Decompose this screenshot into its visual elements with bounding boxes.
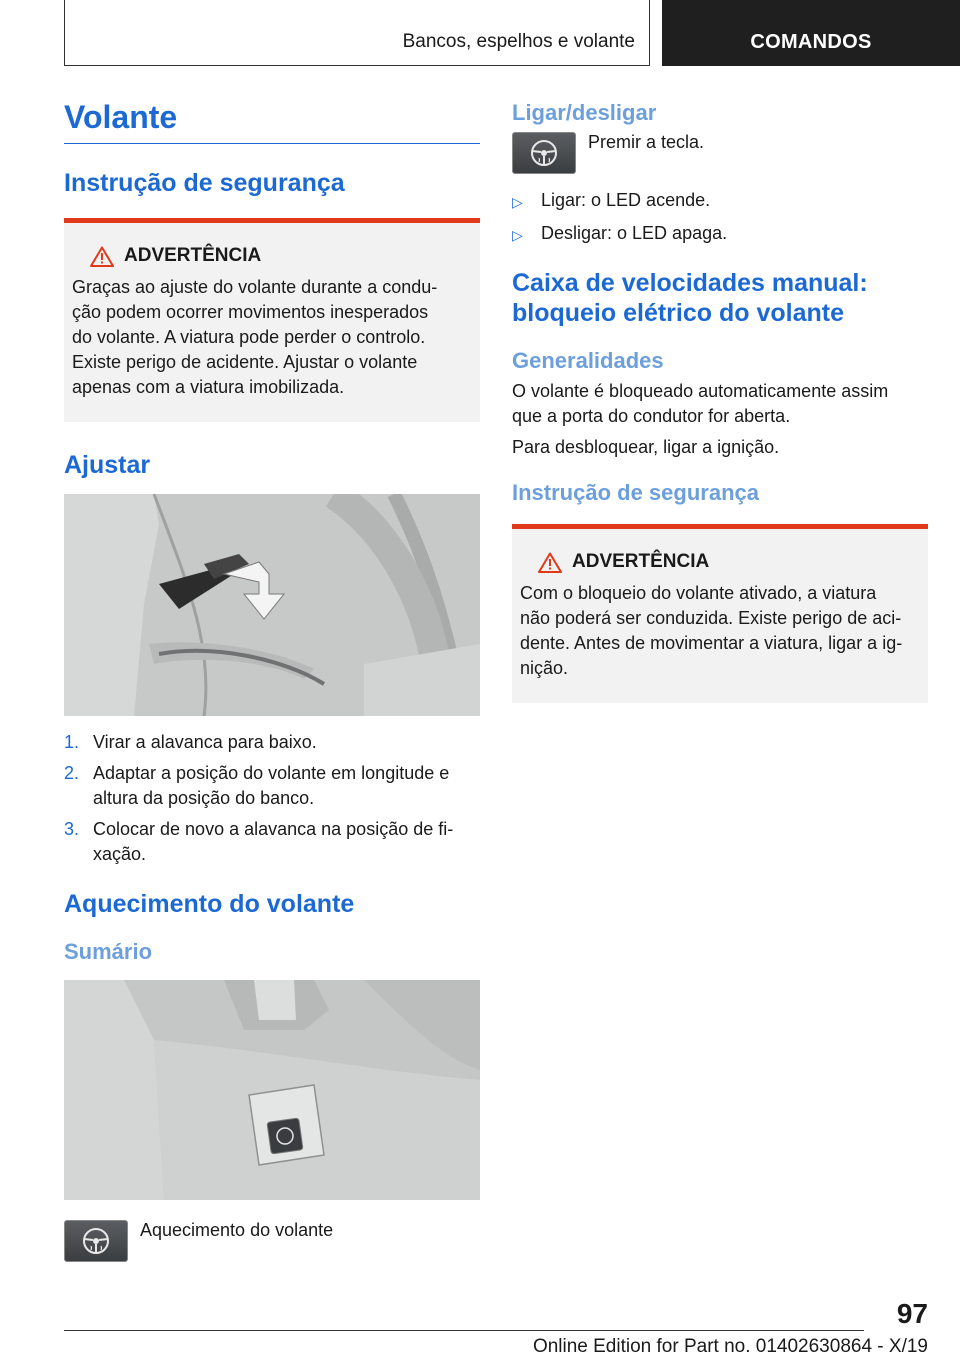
safety-heading-right: Instrução de segurança — [512, 479, 759, 505]
warning-text — [72, 275, 472, 400]
list-item — [512, 188, 928, 215]
general-heading: Generalidades — [512, 348, 664, 374]
step-line: Colocar de novo a alavanca na posição de fi- — [93, 819, 454, 840]
list-item — [64, 761, 480, 811]
gearbox-heading-line: Caixa de velocidades manual: — [512, 269, 868, 298]
steering-wheel-heating-icon — [527, 138, 561, 168]
unlock-text: Para desbloquear, ligar a ignição. — [512, 436, 780, 457]
warning-line: nição. — [520, 658, 569, 679]
header-section-title: Bancos, espelhos e volante — [402, 31, 635, 52]
general-text — [512, 379, 928, 429]
steering-lever-illustration — [64, 494, 480, 716]
adjust-steps-list — [64, 730, 480, 867]
warning-line: Com o bloqueio do volante ativado, a viatura — [520, 583, 877, 604]
press-key-text: Premir a tecla. — [588, 132, 705, 153]
page-title: Volante — [64, 100, 480, 144]
onoff-button-row — [512, 132, 928, 174]
warning-line: não poderá ser conduzida. Existe perigo de aci- — [520, 608, 902, 629]
gearbox-heading — [512, 268, 928, 328]
warning-text — [520, 581, 920, 681]
warning-triangle-icon — [538, 552, 562, 573]
warning-header — [90, 245, 472, 267]
gearbox-heading-line: bloqueio elétrico do volante — [512, 299, 844, 328]
general-line: que a porta do condutor for aberta. — [512, 405, 791, 426]
step-number: 2. — [64, 763, 80, 784]
safety-heading-left: Instrução de segurança — [64, 169, 345, 198]
warning-label: ADVERTÊNCIA — [572, 551, 710, 573]
heating-button-row — [64, 1220, 480, 1262]
warning-line: Existe perigo de acidente. Ajustar o volante — [72, 352, 418, 373]
footer-edition: Online Edition for Part no. 01402630864 - X/19 — [532, 1336, 928, 1357]
heating-heading: Aquecimento do volante — [64, 890, 355, 919]
list-item — [64, 730, 480, 755]
step-number: 1. — [64, 732, 80, 753]
onoff-heading: Ligar/desligar — [512, 100, 657, 125]
step-text — [93, 817, 453, 867]
page-header — [0, 0, 960, 66]
warning-line: ção podem ocorrer movimentos inesperados — [72, 302, 429, 323]
warning-box-steering-adjust — [64, 218, 480, 422]
page-number: 97 — [896, 1298, 928, 1329]
left-column — [64, 100, 480, 1262]
list-item — [64, 817, 480, 867]
general-line: O volante é bloqueado automaticamente assim — [512, 380, 889, 401]
triangle-bullet-icon: ▷ — [512, 194, 523, 211]
step-text — [93, 761, 449, 811]
warning-triangle-icon — [90, 246, 114, 267]
steering-heating-button[interactable] — [64, 1220, 128, 1262]
summary-heading: Sumário — [64, 939, 153, 965]
warning-header — [538, 551, 920, 573]
bullet-text: Desligar: o LED apaga. — [541, 223, 728, 244]
warning-line: apenas com a viatura imobilizada. — [72, 377, 345, 398]
footer-rule — [64, 1330, 864, 1331]
step-line: Virar a alavanca para baixo. — [93, 732, 317, 753]
warning-line: Graças ao ajuste do volante durante a condu- — [72, 277, 438, 298]
step-line: altura da posição do banco. — [93, 788, 315, 809]
onoff-bullets — [512, 188, 928, 248]
warning-line: dente. Antes de movimentar a viatura, ligar a ig- — [520, 633, 903, 654]
heating-button-label: Aquecimento do volante — [140, 1219, 334, 1240]
warning-label: ADVERTÊNCIA — [124, 245, 262, 267]
header-chapter-tab: COMANDOS — [662, 0, 960, 66]
steering-heating-key[interactable] — [512, 132, 576, 174]
warning-box-steering-lock — [512, 524, 928, 703]
adjust-heading: Ajustar — [64, 451, 151, 480]
header-section-frame — [64, 0, 650, 66]
warning-line: do volante. A viatura pode perder o controlo. — [72, 327, 426, 348]
step-number: 3. — [64, 819, 80, 840]
step-line: Adaptar a posição do volante em longitude e — [93, 763, 450, 784]
step-line: xação. — [93, 844, 147, 865]
right-column — [512, 100, 928, 703]
steering-heating-button-illustration — [64, 980, 480, 1200]
steering-wheel-heating-icon — [79, 1226, 113, 1256]
triangle-bullet-icon: ▷ — [512, 227, 523, 244]
bullet-text: Ligar: o LED acende. — [541, 190, 711, 211]
list-item — [512, 221, 928, 248]
step-text — [93, 730, 317, 755]
